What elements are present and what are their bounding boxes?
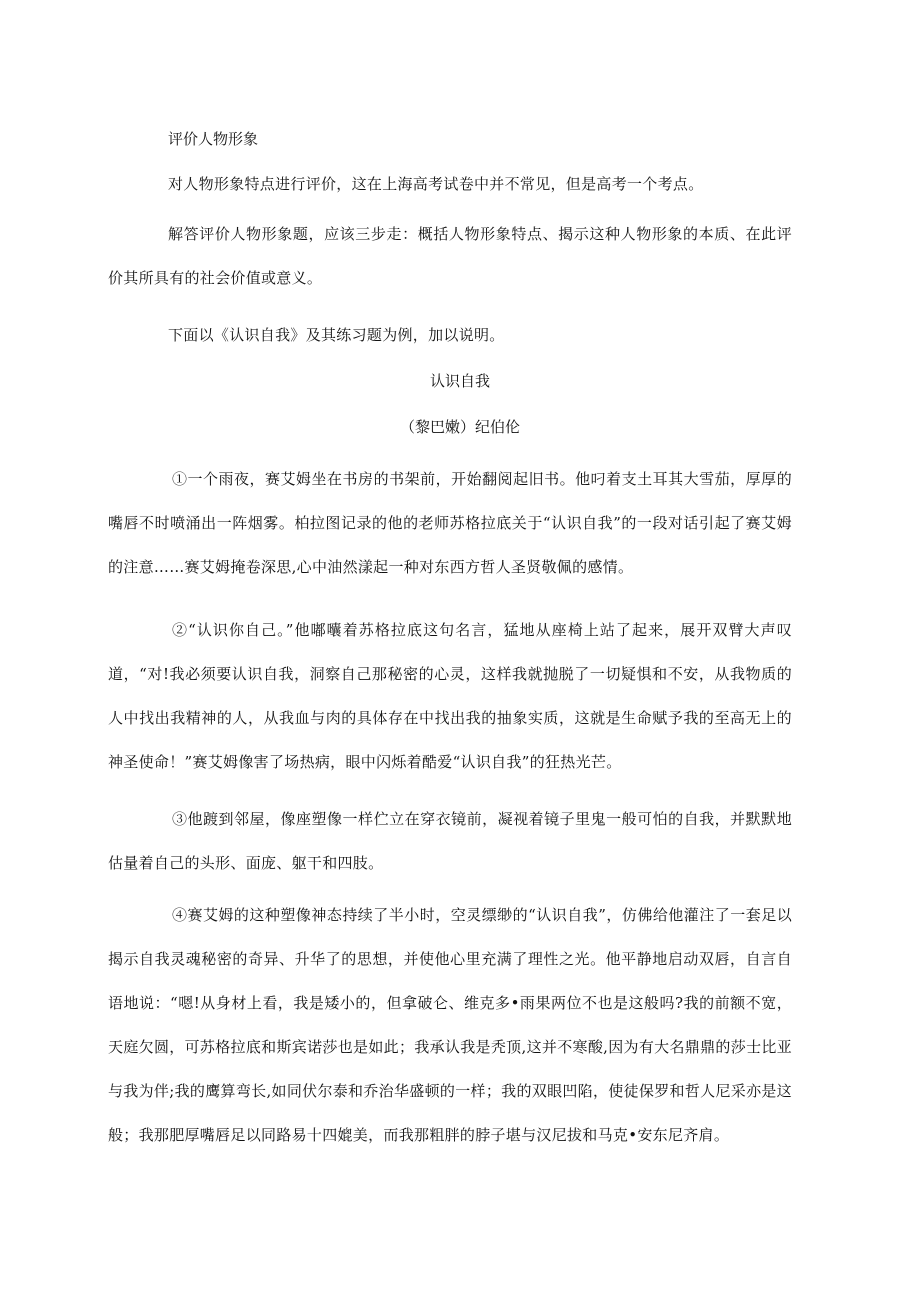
article-title: 认识自我 <box>429 372 490 390</box>
intro-paragraph-3: 下面以《认识自我》及其练习题为例，加以说明。 <box>168 326 505 344</box>
intro-paragraph-1: 对人物形象特点进行评价，这在上海高考试卷中并不常见，但是高考一个考点。 <box>168 175 704 193</box>
section-heading: 评价人物形象 <box>168 130 259 148</box>
article-paragraph-2: ②“认识你自己。”他嘟囔着苏格拉底这句名言，猛地从座椅上站了起来，展开双臂大声叹道，“对!我必须要认识自我，洞察自己那秘密的心灵，这样我就抛脱了一切疑惧和不安，从我物质的人中找出我精神的人，从我血与肉的具体存在中找出我的抽象实质，这就是生命赋予我的至高无上的神圣使命！”赛艾姆像害了场热病，眼中闪烁着酷爱“认识自我”的狂热光芒。 <box>108 621 792 771</box>
intro-paragraph-2: 解答评价人物形象题，应该三步走：概括人物形象特点、揭示这种人物形象的本质、在此评价其所具有的社会价值或意义。 <box>108 225 792 287</box>
article-author: （黎巴嫩）纪伯伦 <box>399 418 520 436</box>
article-paragraph-1: ①一个雨夜，赛艾姆坐在书房的书架前，开始翻阅起旧书。他叼着支土耳其大雪茄，厚厚的嘴唇不时喷涌出一阵烟雾。柏拉图记录的他的老师苏格拉底关于“认识自我”的一段对话引起了赛艾姆的注意……赛艾姆掩卷深思,心中油然漾起一种对东西方哲人圣贤敬佩的感情。 <box>108 470 792 576</box>
article-paragraph-3: ③他踱到邻屋，像座塑像一样伫立在穿衣镜前，凝视着镜子里鬼一般可怕的自我，并默默地估量着自己的头形、面庞、躯干和四肢。 <box>108 810 792 872</box>
article-paragraph-4: ④赛艾姆的这种塑像神态持续了半小时，空灵缥缈的“认识自我”，仿佛给他灌注了一套足以揭示自我灵魂秘密的奇异、升华了的思想，并使他心里充满了理性之光。他平静地启动双唇，自言自语地说：“嗯!从身材上看，我是矮小的，但拿破仑、维克多•雨果两位不也是这般吗?我的前额不宽，天庭欠圆，可苏格拉底和斯宾诺莎也是如此；我承认我是秃顶,这并不寒酸,因为有大名鼎鼎的莎士比亚与我为伴;我的鹰算弯长,如同伏尔泰和乔治华盛顿的一样；我的双眼凹陷，使徒保罗和哲人尼采亦是这般；我那肥厚嘴唇足以同路易十四媲美，而我那粗胖的脖子堪与汉尼拔和马克•安东尼齐肩。 <box>108 906 792 1144</box>
